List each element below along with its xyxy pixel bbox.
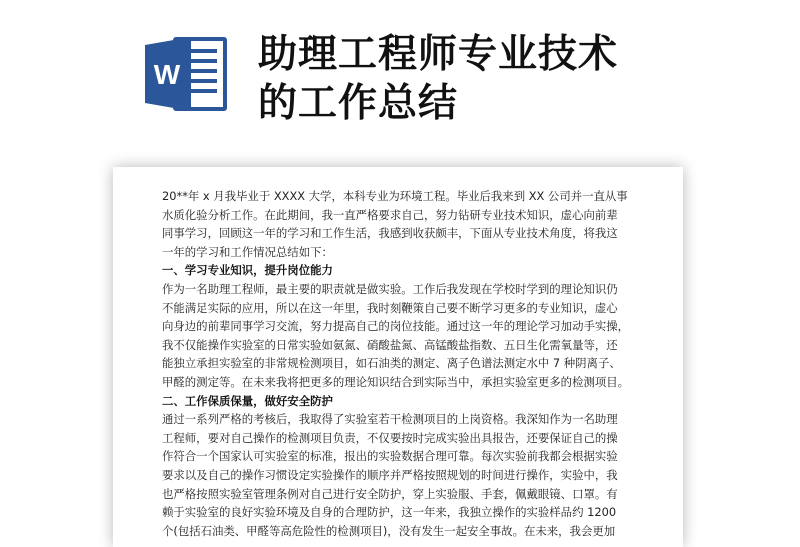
- document-line: 20**年 x 月我毕业于 XXXX 大学，本科专业为环境工程。毕业后我来到 XX 公司并一直从事: [162, 189, 628, 203]
- document-line: 不能满足实际的应用，所以在这一年里，我时刻鞭策自己要不断学习更多的专业知识，虚心: [162, 300, 618, 315]
- document-line: 要求以及自己的操作习惯设定实验操作的顺序并严格按照规划的时间进行操作，实验中，我: [162, 467, 618, 482]
- document-line: 一年的学习和工作情况总结如下：: [162, 244, 333, 259]
- document-body: [162, 187, 642, 540]
- title-line-2: 的工作总结: [258, 81, 459, 126]
- word-icon-letter: W: [153, 59, 181, 90]
- section-heading: 二、工作保质保量，做好安全防护: [162, 393, 333, 408]
- document-line: 通过一系列严格的考核后，我取得了实验室若干检测项目的上岗资格。我深知作为一名助理: [162, 412, 618, 427]
- document-line: 个(包括石油类、甲醛等高危险性的检测项目)，没有发生一起安全事故。在未来，我会更加: [162, 523, 616, 538]
- page-title: [258, 30, 778, 128]
- document-line: 作符合一个国家认可实验室的标准，报出的实验数据合理可靠。每次实验前我都会根据实验: [162, 449, 618, 464]
- document-line: 向身边的前辈同事学习交流，努力提高自己的岗位技能。通过这一年的理论学习加动手实操，: [162, 319, 630, 334]
- document-line: 同事学习，回顾这一年的学习和工作生活，我感到收获颇丰，下面从专业技术角度，将我这: [162, 226, 618, 241]
- word-icon: [143, 33, 229, 115]
- section-heading: 一、学习专业知识，提升岗位能力: [162, 263, 333, 278]
- document-line: 水质化验分析工作。在此期间，我一直严格要求自己，努力钻研专业技术知识，虚心向前辈: [162, 207, 618, 222]
- title-line-1: 助理工程师专业技术: [258, 32, 619, 77]
- document-line: 也严格按照实验室管理条例对自己进行安全防护，穿上实验服、手套，佩戴眼镜、口罩。有: [162, 486, 618, 501]
- document-line: 赖于实验室的良好实验环境及自身的合理防护，这一年来，我独立操作的实验样品约 1200: [162, 505, 617, 520]
- document-line: 工程师，要对自己操作的检测项目负责，不仅要按时完成实验出具报告，还要保证自己的操: [162, 430, 618, 445]
- document-line: 我不仅能操作实验室的日常实验如氨氮、硝酸盐氮、高锰酸盐指数、五日生化需氧量等，还: [162, 337, 618, 352]
- document-line: 作为一名助理工程师，最主要的职责就是做实验。工作后我发现在学校时学到的理论知识仍: [162, 281, 618, 296]
- document-line: 能独立承担实验室的非常规检测项目，如石油类的测定、离子色谱法测定水中 7 种阴离子、: [162, 356, 621, 371]
- document-line: 甲醛的测定等。在未来我将把更多的理论知识结合到实际当中，承担实验室更多的检测项目。: [162, 374, 630, 389]
